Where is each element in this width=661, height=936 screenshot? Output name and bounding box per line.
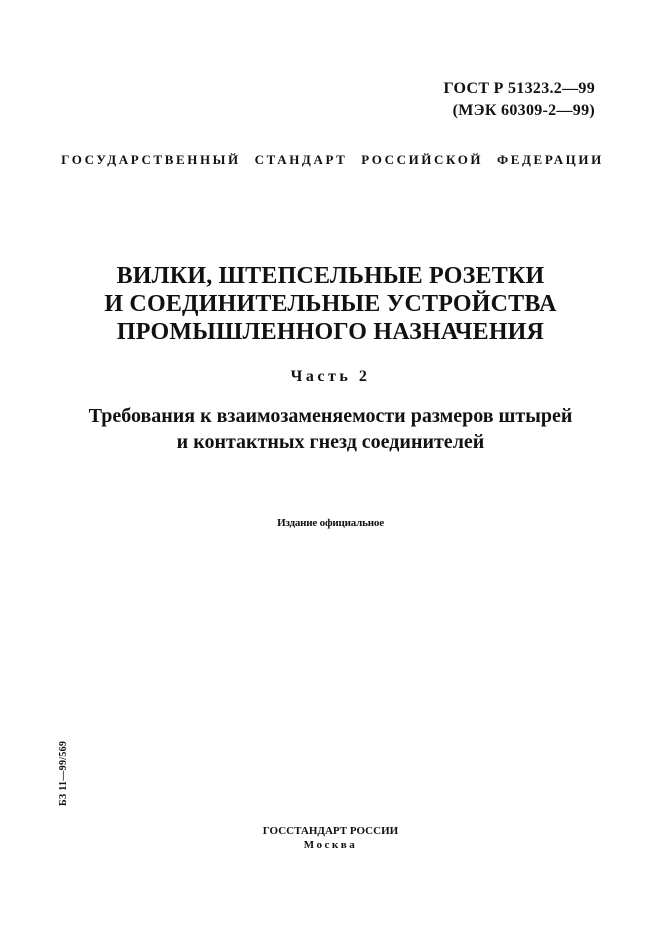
part-label: Часть 2 bbox=[290, 368, 371, 385]
publisher-name: ГОССТАНДАРТ РОССИИ bbox=[262, 825, 399, 837]
state-standard-text: ГОСУДАРСТВЕННЫЙ СТАНДАРТ РОССИЙСКОЙ ФЕДЕРАЦИИ bbox=[61, 152, 604, 167]
title-line-3: ПРОМЫШЛЕННОГО НАЗНАЧЕНИЯ bbox=[116, 319, 545, 345]
iec-number: (МЭК 60309-2—99) bbox=[452, 102, 595, 119]
document-title bbox=[0, 262, 661, 346]
side-catalog-code: БЗ 11—99/569 bbox=[58, 740, 69, 806]
document-subtitle bbox=[0, 403, 661, 455]
gost-number: ГОСТ Р 51323.2—99 bbox=[443, 80, 595, 97]
standard-designation bbox=[443, 78, 595, 122]
subtitle-line-2: и контактных гнезд соединителей bbox=[176, 431, 485, 453]
title-line-2: И СОЕДИНИТЕЛЬНЫЕ УСТРОЙСТВА bbox=[104, 291, 557, 317]
state-standard-heading bbox=[0, 152, 661, 168]
subtitle-line-1: Требования к взаимозаменяемости размеров штырей bbox=[88, 405, 573, 427]
publisher-city: Москва bbox=[303, 839, 358, 851]
title-line-1: ВИЛКИ, ШТЕПСЕЛЬНЫЕ РОЗЕТКИ bbox=[116, 263, 545, 289]
publisher-block bbox=[0, 824, 661, 852]
edition-label: Издание официальное bbox=[277, 517, 384, 529]
